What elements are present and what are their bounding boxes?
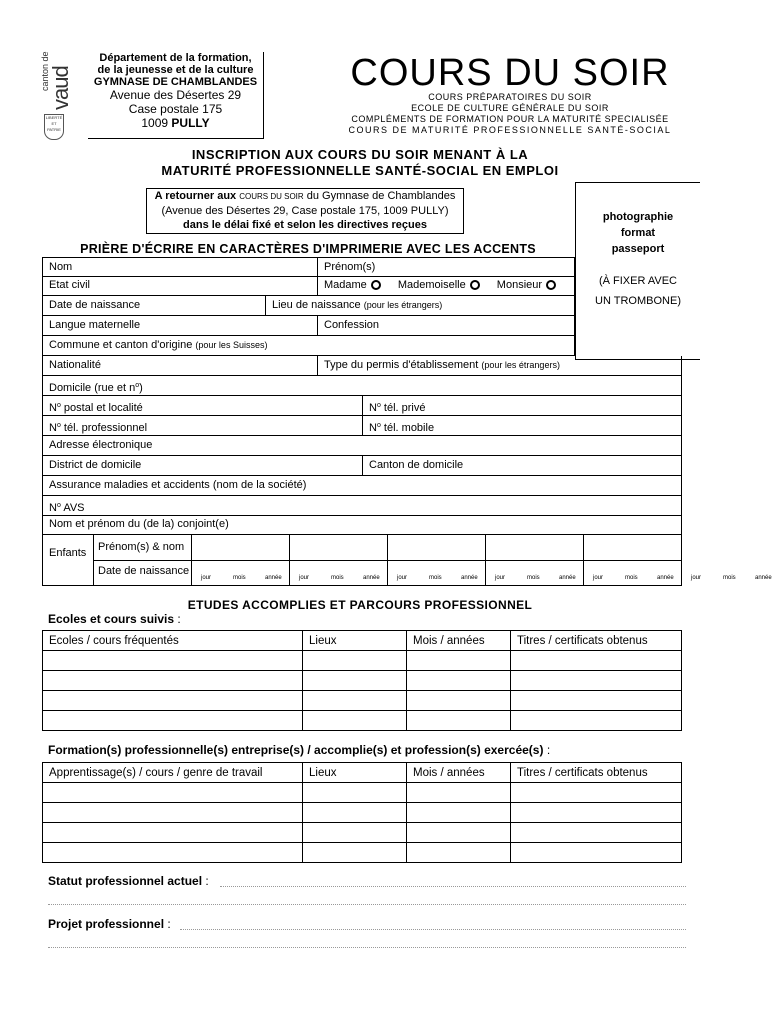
subtitle-2: ECOLE DE CULTURE GÉNÉRALE DU SOIR bbox=[411, 103, 609, 113]
dept-line-5: Case postale 175 bbox=[128, 102, 223, 116]
no-sup: o bbox=[56, 502, 61, 509]
formation-label: Formation(s) professionnelle(s) entreprise(s) / accomplie(s) et profession(s) exercée(s) bbox=[48, 743, 544, 757]
colon: : bbox=[177, 612, 181, 626]
child-column[interactable] bbox=[387, 535, 388, 585]
child-column[interactable] bbox=[681, 535, 682, 585]
domicile-field[interactable] bbox=[43, 376, 143, 395]
subtitle-3: COMPLÉMENTS DE FORMATION POUR LA MATURITÉ SPECIALISÉE bbox=[351, 114, 669, 124]
child-column[interactable] bbox=[289, 535, 290, 585]
page-title: COURS DU SOIR bbox=[350, 52, 670, 94]
no-sup: o bbox=[376, 402, 381, 409]
statut-input-2[interactable] bbox=[48, 904, 686, 905]
date-part-label: mois bbox=[331, 575, 344, 581]
row-postal bbox=[42, 396, 682, 416]
langue-field[interactable]: Langue maternelle bbox=[49, 319, 141, 331]
lieu-naissance-field[interactable] bbox=[265, 296, 442, 315]
domicile-sup: o bbox=[135, 382, 140, 389]
confession-field[interactable]: Confession bbox=[317, 316, 379, 335]
no-label: N bbox=[49, 502, 57, 514]
retour-line-2: (Avenue des Désertes 29, Case postale 175, 1009 PULLY) bbox=[161, 205, 449, 217]
email-field[interactable]: Adresse électronique bbox=[49, 439, 153, 451]
monsieur-label: Monsieur bbox=[496, 279, 543, 291]
date-naissance-field[interactable]: Date de naissance bbox=[49, 299, 141, 311]
date-part-label: mois bbox=[527, 575, 540, 581]
projet-input-2[interactable] bbox=[48, 947, 686, 948]
no-label: N bbox=[369, 402, 377, 414]
etudes-title: ETUDES ACCOMPLIES ET PARCOURS PROFESSIONNEL bbox=[187, 598, 533, 612]
date-part-label: jour bbox=[495, 575, 506, 581]
assurance-field[interactable]: Assurance maladies et accidents (nom de la société) bbox=[49, 479, 307, 491]
tel-pro-label: tél. professionnel bbox=[63, 422, 148, 434]
postal-field[interactable] bbox=[43, 396, 143, 415]
row-nationalite bbox=[42, 356, 682, 376]
child-column[interactable] bbox=[485, 535, 486, 585]
retour-b: COURS DU SOIR bbox=[239, 192, 304, 201]
mademoiselle-radio[interactable] bbox=[470, 280, 480, 290]
date-part-label: mois bbox=[723, 575, 736, 581]
retour-c: du Gymnase de Chamblandes bbox=[306, 190, 456, 202]
table-row[interactable] bbox=[43, 671, 682, 691]
table-row[interactable] bbox=[43, 803, 682, 823]
department-address bbox=[88, 52, 264, 139]
avs-label: AVS bbox=[63, 502, 85, 514]
row-assurance bbox=[42, 476, 682, 496]
statut-label-wrap bbox=[48, 874, 209, 888]
nationalite-field[interactable]: Nationalité bbox=[49, 359, 101, 371]
date-part-label: année bbox=[559, 575, 576, 581]
table-row[interactable] bbox=[43, 843, 682, 863]
madame-radio[interactable] bbox=[371, 280, 381, 290]
row-conjoint bbox=[42, 515, 682, 535]
row-tel bbox=[42, 416, 682, 436]
prenoms-nom-label: Prénom(s) & nom bbox=[98, 541, 185, 553]
avs-field[interactable] bbox=[43, 496, 85, 515]
subtitle-4: COURS DE MATURITÉ PROFESSIONNELLE SANTÉ-SOCIAL bbox=[348, 125, 672, 135]
commune-note: (pour les Suisses) bbox=[195, 340, 268, 350]
lieux-header: Lieux bbox=[303, 763, 407, 783]
table-row bbox=[43, 631, 682, 651]
table-row[interactable] bbox=[43, 823, 682, 843]
ecoles-table bbox=[42, 630, 682, 731]
lieux-header: Lieux bbox=[303, 631, 407, 651]
lieu-note: (pour les étrangers) bbox=[363, 300, 443, 310]
table-row[interactable] bbox=[43, 711, 682, 731]
dept-line-2: de la jeunesse et de la culture bbox=[97, 64, 254, 76]
date-part-label: année bbox=[363, 575, 380, 581]
row-commune bbox=[42, 336, 575, 356]
date-part-label: mois bbox=[429, 575, 442, 581]
date-part-label: jour bbox=[397, 575, 408, 581]
subtitle-1: COURS PRÉPARATOIRES DU SOIR bbox=[428, 92, 592, 102]
mademoiselle-label: Mademoiselle bbox=[397, 279, 466, 291]
date-naissance-label: Date de naissance bbox=[98, 565, 190, 577]
photo-l5: UN TROMBONE) bbox=[595, 295, 681, 307]
dept-line-3: GYMNASE DE CHAMBLANDES bbox=[93, 76, 258, 88]
domicile-label: Domicile (rue et n bbox=[49, 382, 136, 394]
permis-label: Type du permis d'établissement bbox=[324, 359, 479, 371]
ecoles-header: Ecoles / cours fréquentés bbox=[43, 631, 303, 651]
enfants-label: Enfants bbox=[49, 547, 87, 559]
commune-field[interactable] bbox=[43, 336, 267, 355]
row-nom bbox=[42, 257, 575, 277]
date-part-label: année bbox=[461, 575, 478, 581]
tel-prive-label: tél. privé bbox=[383, 402, 426, 414]
ecoles-title bbox=[48, 612, 181, 626]
prenom-field[interactable]: Prénom(s) bbox=[317, 258, 375, 277]
projet-label: Projet professionnel bbox=[48, 917, 165, 931]
row-avs bbox=[42, 496, 682, 516]
row-district bbox=[42, 456, 682, 476]
titres-header: Titres / certificats obtenus bbox=[511, 763, 682, 783]
mois-header: Mois / années bbox=[407, 763, 511, 783]
dept-line-1: Département de la formation, bbox=[99, 52, 252, 64]
no-label: N bbox=[49, 402, 57, 414]
dept-city: PULLY bbox=[171, 116, 210, 130]
logo-canton-text: canton de bbox=[40, 51, 50, 91]
date-part-label: mois bbox=[625, 575, 638, 581]
date-part-label: année bbox=[755, 575, 772, 581]
row-etat bbox=[42, 276, 575, 296]
retour-a: A retourner aux bbox=[154, 190, 237, 202]
date-part-label: mois bbox=[233, 575, 246, 581]
no-sup: o bbox=[56, 402, 61, 409]
formation-title bbox=[48, 743, 550, 757]
table-row[interactable] bbox=[43, 691, 682, 711]
permis-field[interactable] bbox=[317, 356, 560, 375]
tel-mobile-label: tél. mobile bbox=[383, 422, 435, 434]
district-field[interactable]: District de domicile bbox=[49, 459, 142, 471]
formation-table bbox=[42, 762, 682, 863]
row-domicile bbox=[42, 376, 682, 396]
no-sup: o bbox=[376, 422, 381, 429]
heading-line-1: INSCRIPTION AUX COURS DU SOIR MENANT À LA bbox=[191, 147, 529, 162]
tel-mobile-field[interactable] bbox=[362, 416, 434, 435]
enfants-section bbox=[42, 534, 772, 586]
statut-label: Statut professionnel actuel bbox=[48, 874, 203, 888]
ecoles-label: Ecoles et cours suivis bbox=[48, 612, 175, 626]
return-instructions bbox=[146, 188, 464, 234]
heading-line-2: MATURITÉ PROFESSIONNELLE SANTÉ-SOCIAL EN EMPLOI bbox=[161, 163, 559, 178]
etat-civil-label: Etat civil bbox=[49, 279, 90, 291]
row-langue bbox=[42, 316, 575, 336]
no-sup: o bbox=[56, 422, 61, 429]
date-part-label: jour bbox=[299, 575, 310, 581]
date-part-label: année bbox=[657, 575, 674, 581]
row-email bbox=[42, 436, 682, 456]
table-row[interactable] bbox=[43, 783, 682, 803]
titres-header: Titres / certificats obtenus bbox=[511, 631, 682, 651]
etat-options bbox=[317, 276, 576, 295]
shield-icon: LIBERTÉ ET PATRIE bbox=[44, 114, 64, 140]
child-column[interactable] bbox=[583, 535, 584, 585]
colon: : bbox=[167, 917, 171, 931]
tel-pro-field[interactable] bbox=[43, 416, 147, 435]
statut-input[interactable] bbox=[220, 886, 686, 887]
date-part-label: jour bbox=[593, 575, 604, 581]
dept-line-4: Avenue des Désertes 29 bbox=[109, 88, 242, 102]
table-row[interactable] bbox=[43, 651, 682, 671]
child-column[interactable] bbox=[191, 535, 192, 585]
photo-l4: (À FIXER AVEC bbox=[598, 275, 678, 287]
row-naissance bbox=[42, 296, 575, 316]
permis-note: (pour les étrangers) bbox=[481, 360, 560, 370]
commune-label: Commune et canton d'origine bbox=[49, 339, 193, 351]
date-part-label: jour bbox=[201, 575, 212, 581]
title-block bbox=[340, 54, 680, 136]
postal-label: postal et localité bbox=[63, 402, 143, 414]
lieu-label: Lieu de naissance bbox=[272, 299, 361, 311]
print-instruction: PRIÈRE D'ÉCRIRE EN CARACTÈRES D'IMPRIMERIE AVEC LES ACCENTS bbox=[80, 242, 536, 256]
date-part-label: année bbox=[265, 575, 282, 581]
no-label: N bbox=[49, 422, 57, 434]
mois-header: Mois / années bbox=[407, 631, 511, 651]
table-row bbox=[43, 763, 682, 783]
canton-domicile-field[interactable]: Canton de domicile bbox=[362, 456, 463, 475]
photo-l2: format bbox=[620, 227, 656, 239]
retour-line-3: dans le délai fixé et selon les directives reçues bbox=[183, 219, 427, 231]
projet-label-wrap bbox=[48, 917, 171, 931]
conjoint-field[interactable]: Nom et prénom du (de la) conjoint(e) bbox=[49, 518, 229, 530]
dept-zip: 1009 bbox=[141, 116, 169, 130]
apprentissage-header: Apprentissage(s) / cours / genre de travail bbox=[43, 763, 303, 783]
logo-vaud-text: vaud bbox=[48, 66, 73, 110]
colon: : bbox=[546, 743, 551, 757]
colon: : bbox=[205, 874, 209, 888]
photo-l1: photographie bbox=[602, 211, 674, 223]
date-part-label: jour bbox=[691, 575, 702, 581]
canton-vaud-logo bbox=[38, 50, 72, 142]
no-label: N bbox=[369, 422, 377, 434]
dept-line-6 bbox=[88, 116, 263, 130]
domicile-end: ) bbox=[139, 382, 143, 394]
retour-line-1 bbox=[147, 189, 463, 204]
monsieur-radio[interactable] bbox=[546, 280, 556, 290]
photo-box bbox=[575, 182, 700, 360]
tel-prive-field[interactable] bbox=[362, 396, 426, 415]
nom-field[interactable]: Nom bbox=[49, 261, 73, 273]
projet-input[interactable] bbox=[180, 929, 686, 930]
madame-label: Madame bbox=[324, 279, 367, 291]
photo-l3: passeport bbox=[611, 243, 665, 255]
form-heading bbox=[150, 147, 570, 179]
